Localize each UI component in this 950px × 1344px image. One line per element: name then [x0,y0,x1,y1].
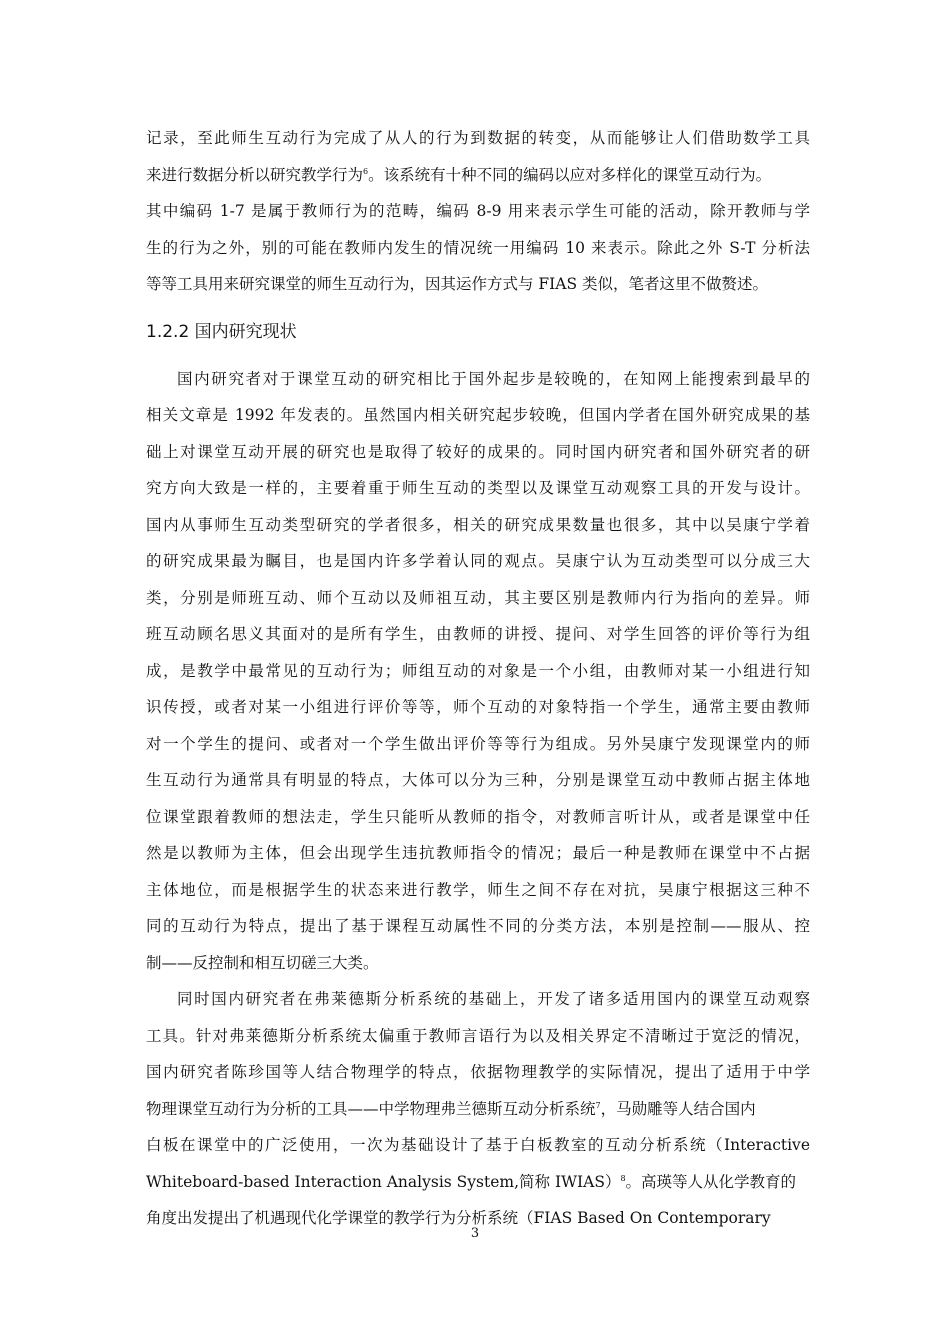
text-line: 记录，至此师生互动行为完成了从人的行为到数据的转变，从而能够让人们借助数学工具 [146,129,810,147]
text-line: 位课堂跟着教师的想法走，学生只能听从教师的指令，对教师言听计从，或者是课堂中任 [146,807,810,826]
text-line: 等等工具用来研究课堂的师生互动行为，因其运作方式与 FIAS 类似，笔者这里不做赘述。 [146,275,769,293]
text-line: 对一个学生的提问、或者对一个学生做出评价等等行为组成。另外吴康宁发现课堂内的师 [146,734,810,753]
text-fragment: 物理课堂互动行为分析的工具——中学物理弗兰德斯互动分析系统 [146,1099,596,1118]
text-line: 础上对课堂互动开展的研究也是取得了较好的成果的。同时国内研究者和国外研究者的研 [146,442,810,461]
text-line: 主体地位，而是根据学生的状态来进行教学，师生之间不存在对抗，吴康宁根据这三种不 [146,880,810,899]
text-fragment: Whiteboard-based Interaction Analysis System,简称 IWIAS） [146,1172,621,1191]
text-line: 国内从事师生互动类型研究的学者很多，相关的研究成果数量也很多，其中以吴康宁学着 [146,515,810,534]
text-line: 工具。针对弗莱德斯分析系统太偏重于教师言语行为以及相关界定不清晰过于宽泛的情况， [146,1026,810,1045]
text-line: 类，分别是师班互动、师个互动以及师祖互动，其主要区别是教师内行为指向的差异。师 [146,588,810,607]
text-line: 识传授，或者对某一小组进行评价等等，师个互动的对象特指一个学生，通常主要由教师 [146,698,810,716]
text-line: 生互动行为通常具有明显的特点，大体可以分为三种，分别是课堂互动中教师占据主体地 [146,771,810,789]
text-line: 制——反控制和相互切磋三大类。 [146,953,379,972]
text-fragment: 来进行数据分析以研究教学行为 [146,165,364,184]
text-fragment: 。高瑛等人从化学教育的 [625,1172,797,1191]
footnote-reference: 7 [595,1100,601,1110]
text-line: 班互动顾名思义其面对的是所有学生，由教师的讲授、提问、对学生回答的评价等行为组 [146,625,810,643]
section-heading: 1.2.2 国内研究现状 [146,321,297,342]
page-body [146,120,810,1237]
text-line [146,1164,810,1201]
text-line [146,157,810,194]
text-line: 生的行为之外，别的可能在教师内发生的情况统一用编码 10 来表示。除此之外 S-T 分析法 [146,238,810,257]
text-line: 国内研究者陈珍国等人结合物理学的特点，依据物理教学的实际情况，提出了适用于中学 [146,1063,810,1081]
footnote-reference: 8 [620,1173,626,1183]
text-line: 然是以教师为主体，但会出现学生违抗教师指令的情况；最后一种是教师在课堂中不占据 [146,844,810,862]
footnote-reference: 6 [363,166,369,176]
text-line: 的研究成果最为瞩目，也是国内许多学着认同的观点。吴康宁认为互动类型可以分成三大 [146,552,810,570]
text-fragment: ，马勋雕等人结合国内 [600,1099,756,1118]
text-line: 白板在课堂中的广泛使用，一次为基础设计了基于白板教室的互动分析系统（Interactive [146,1136,810,1154]
text-line: 同的互动行为特点，提出了基于课程互动属性不同的分类方法，本别是控制——服从、控 [146,917,810,935]
paragraph-continued [146,120,810,303]
text-fragment: 。该系统有十种不同的编码以应对多样化的课堂互动行为。 [368,165,772,184]
paragraph-observation-tools [146,981,810,1237]
text-line: 角度出发提出了机遇现代化学课堂的教学行为分析系统（FIAS Based On Contemporary [146,1209,771,1227]
text-line: 成，是教学中最常见的互动行为；师组互动的对象是一个小组，由教师对某一小组进行知 [146,661,810,680]
text-line: 相关文章是 1992 年发表的。虽然国内相关研究起步较晚，但国内学者在国外研究成果的基 [146,406,810,424]
text-line: 其中编码 1-7 是属于教师行为的范畴，编码 8-9 用来表示学生可能的活动，除开教师与学 [146,202,810,220]
paragraph-domestic-research [146,361,810,982]
text-line: 国内研究者对于课堂互动的研究相比于国外起步是较晚的，在知网上能搜索到最早的 [177,369,810,388]
text-line: 同时国内研究者在弗莱德斯分析系统的基础上，开发了诸多适用国内的课堂互动观察 [177,990,810,1008]
text-line: 究方向大致是一样的，主要着重于师生互动的类型以及课堂互动观察工具的开发与设计。 [146,479,810,497]
text-line [146,1091,810,1128]
page-number: 3 [470,1226,480,1241]
